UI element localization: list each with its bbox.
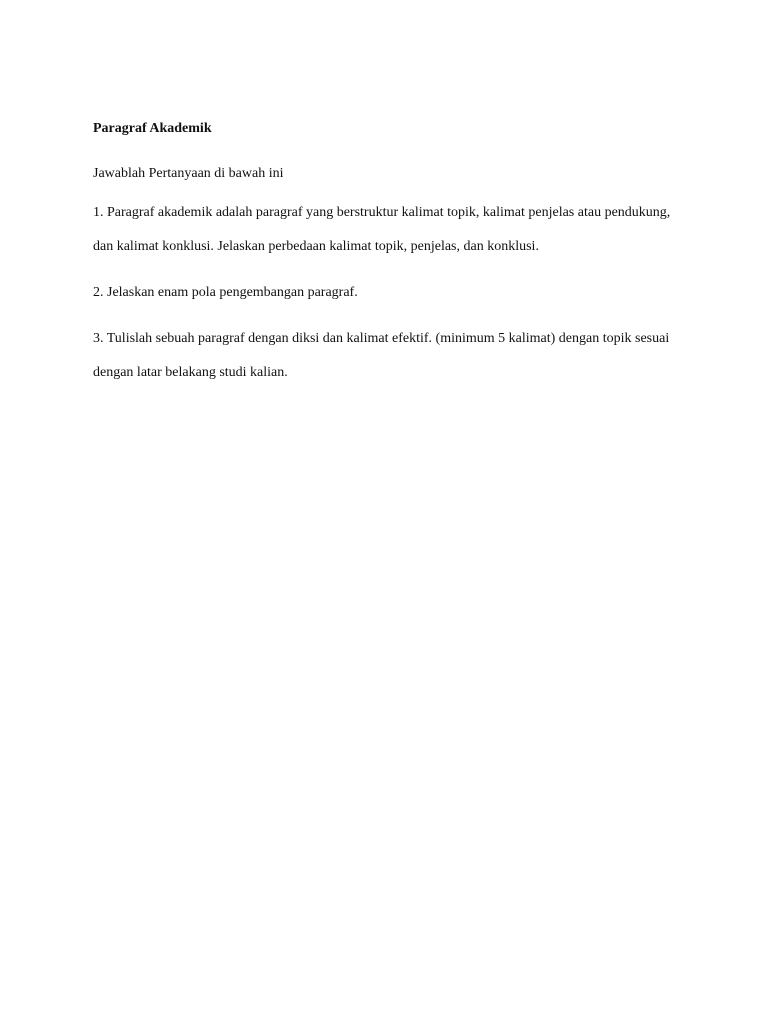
document-title: Paragraf Akademik — [93, 121, 212, 136]
question-3: 3. Tulislah sebuah paragraf dengan diksi dan kalimat efektif. (minimum 5 kalimat) dengan topik sesuai dengan latar belakang studi kalian. — [93, 331, 670, 380]
question-2: 2. Jelaskan enam pola pengembangan paragraf. — [93, 285, 358, 300]
document-content — [93, 119, 693, 390]
question-1: 1. Paragraf akademik adalah paragraf yang berstruktur kalimat topik, kalimat penjelas atau pendukung, dan kalimat konklusi. Jelaskan perbedaan kalimat topik, penjelas, dan konklusi. — [93, 205, 671, 254]
instruction-text: Jawablah Pertanyaan di bawah ini — [93, 166, 284, 181]
